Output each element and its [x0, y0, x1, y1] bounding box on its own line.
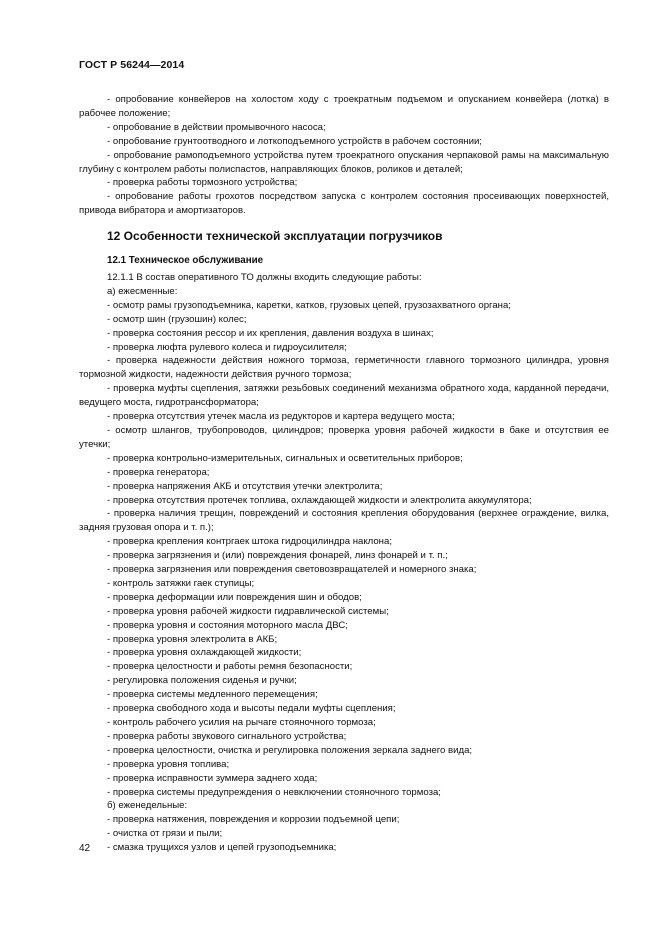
paragraph: - опробование в действии промывочного насоса;	[107, 121, 326, 133]
list-item: - проверка отсутствия утечек масла из редукторов и картера ведущего моста;	[107, 411, 455, 423]
paragraph: - опробование конвейеров на холостом ходу с троекратным подъемом и опусканием конвейера (лотка) в рабочее положение;	[79, 94, 609, 119]
list-item: - контроль рабочего усилия на рычаге стояночного тормоза;	[107, 717, 376, 728]
list-item: - проверка системы предупреждения о невключении стояночного тормоза;	[107, 786, 441, 798]
list-item: - проверка загрязнения или повреждения световозвращателей и номерного знака;	[107, 564, 477, 576]
list-item: - проверка уровня топлива;	[107, 758, 230, 770]
paragraph: - опробование работы грохотов посредством запуска с контролем состояния просеивающих поверхностей, привода вибратора и амортизаторов.	[79, 191, 609, 217]
list-item: - проверка крепления контргаек штока гидроцилиндра наклона;	[107, 536, 392, 548]
list-item: - проверка деформации или повреждения шин и ободов;	[107, 591, 362, 603]
list-item: - проверка уровня электролита в АКБ;	[107, 633, 278, 645]
list-item: - проверка исправности зуммера заднего хода;	[107, 772, 318, 784]
list-item: - проверка натяжения, повреждения и коррозии подъемной цепи;	[107, 814, 400, 826]
list-item: - проверка надежности действия ножного тормоза, герметичности главного тормозного цилиндра, уровня тормозной жидкости, надежности действия ручного тормоза;	[79, 355, 609, 381]
document-header: ГОСТ Р 56244—2014	[79, 59, 185, 71]
list-item: - осмотр рамы грузоподъемника, каретки, катков, грузовых цепей, грузозахватного органа;	[107, 299, 511, 311]
list-item: - проверка свободного хода и высоты педали муфты сцепления;	[107, 703, 396, 715]
paragraph: - опробование рамоподъемного устройства путем троекратного опускания черпаковой рамы на максимальную глубину с контролем работы полиспастов, направляющих блоков, роликов и деталей;	[79, 149, 609, 175]
list-item: - проверка контрольно-измерительных, сигнальных и осветительных приборов;	[107, 452, 463, 464]
page-number: 42	[79, 843, 91, 854]
list-item: - проверка муфты сцепления, затяжки резьбовых соединений механизма обратного хода, карданной передачи, ведущего моста, гидротрансформатора;	[79, 383, 609, 409]
list-item: - проверка целостности и работы ремня безопасности;	[107, 661, 353, 673]
section-heading: 12 Особенности технической эксплуатации погрузчиков	[107, 229, 443, 243]
text-block-dredge-tests	[79, 93, 609, 218]
list-item: - очистка от грязи и пыли;	[107, 828, 223, 840]
list-item: - осмотр шлангов, трубопроводов, цилиндров; проверка уровня рабочей жидкости в баке и отсутствия ее утечки;	[79, 424, 609, 450]
list-item: - проверка состояния рессор и их крепления, давления воздуха в шинах;	[107, 327, 434, 339]
subsection-heading: 12.1 Техническое обслуживание	[107, 255, 264, 266]
list-item: - проверка напряжения АКБ и отсутствия утечки электролита;	[107, 480, 383, 492]
paragraph: - опробование грунтоотводного и лоткоподъемного устройств в рабочем состоянии;	[107, 135, 482, 147]
paragraph: 12.1.1 В состав оперативного ТО должны входить следующие работы:	[107, 272, 422, 283]
list-item: - проверка уровня и состояния моторного масла ДВС;	[107, 619, 348, 631]
text-block-maintenance-list	[79, 271, 609, 855]
list-item: - проверка наличия трещин, повреждений и состояния крепления оборудования (верхнее ограждение, вилка, задняя грузовая опора и т. п.);	[79, 508, 609, 534]
list-item: - проверка уровня охлаждающей жидкости;	[107, 647, 302, 659]
paragraph: - проверка работы тормозного устройства;	[107, 177, 298, 189]
list-item: - проверка загрязнения и (или) повреждения фонарей, линз фонарей и т. п.;	[107, 550, 448, 562]
list-item: - проверка работы звукового сигнального устройства;	[107, 730, 347, 742]
list-item: - проверка системы медленного перемещения;	[107, 689, 318, 701]
list-item: - контроль затяжки гаек ступицы;	[107, 577, 255, 589]
paragraph: а) ежесменные:	[107, 285, 178, 297]
list-item: - регулировка положения сиденья и ручки;	[107, 675, 297, 687]
list-item: - проверка уровня рабочей жидкости гидравлической системы;	[107, 605, 389, 617]
paragraph: б) еженедельные:	[107, 800, 188, 812]
list-item: - смазка трущихся узлов и цепей грузоподъемника;	[107, 842, 337, 854]
list-item: - проверка отсутствия протечек топлива, охлаждающей жидкости и электролита аккумулятора;	[107, 494, 532, 506]
list-item: - осмотр шин (грузошин) колес;	[107, 313, 247, 325]
list-item: - проверка генератора;	[107, 466, 210, 478]
list-item: - проверка целостности, очистка и регулировка положения зеркала заднего вида;	[107, 744, 473, 756]
list-item: - проверка люфта рулевого колеса и гидроусилителя;	[107, 341, 347, 353]
